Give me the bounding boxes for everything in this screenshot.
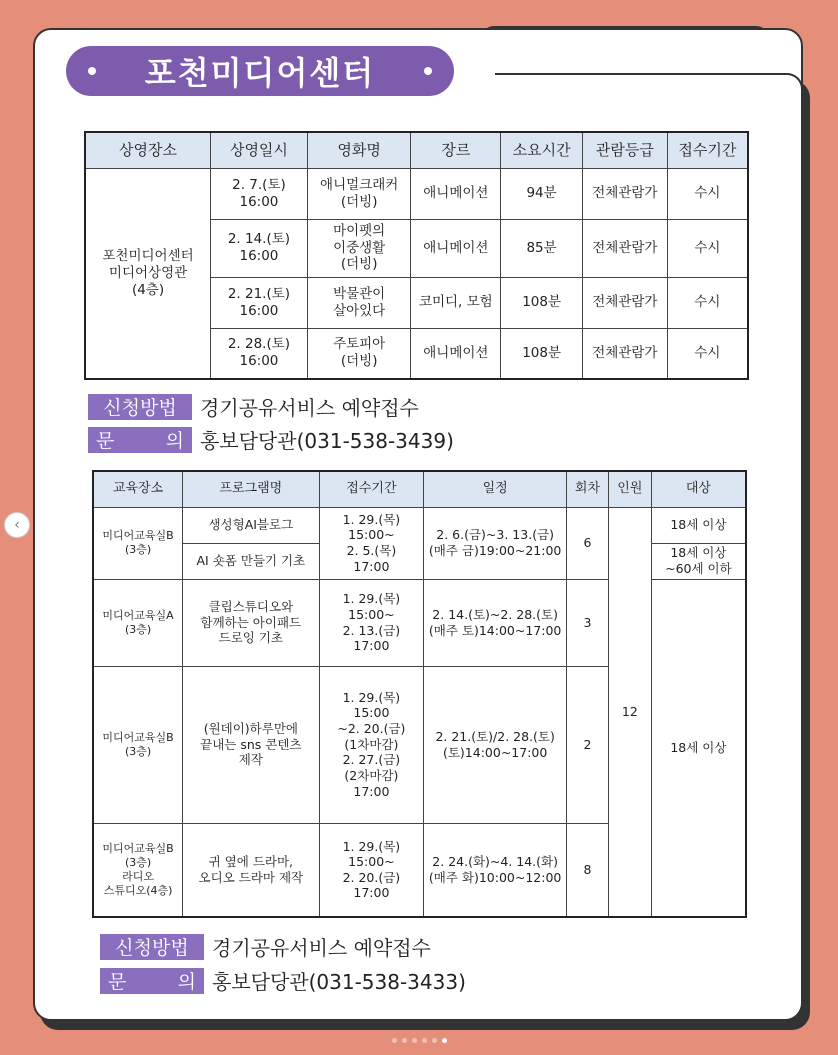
col-header: 접수기간	[667, 132, 748, 168]
apply-method-value: 경기공유서비스 예약접수	[212, 936, 431, 960]
contact-row	[88, 425, 454, 454]
movie-cell: 주토피아 (더빙)	[307, 328, 411, 379]
target-cell: 18세 이상	[651, 579, 746, 917]
place-cell: 미디어교육실B (3층)	[93, 666, 183, 823]
movie-cell: 박물관이 살아있다	[307, 277, 411, 328]
program-cell: AI 숏폼 만들기 기초	[183, 543, 319, 579]
schedule-cell: 2. 6.(금)~3. 13.(금) (매주 금)19:00~21:00	[424, 507, 567, 579]
carousel-dot[interactable]	[432, 1038, 437, 1043]
apply-method-row	[100, 932, 431, 961]
contact-label: 문 의	[100, 968, 204, 994]
col-header: 상영일시	[211, 132, 308, 168]
apply-method-label: 신청방법	[88, 394, 192, 420]
sessions-cell: 3	[567, 579, 609, 666]
rating-cell: 전체관람가	[582, 328, 667, 379]
col-header: 일정	[424, 471, 567, 507]
table-row	[85, 168, 748, 219]
date-cell: 2. 28.(토) 16:00	[211, 328, 308, 379]
apply-method-row	[88, 392, 419, 421]
venue-cell: 포천미디어센터 미디어상영관 (4층)	[85, 168, 211, 379]
sessions-cell: 6	[567, 507, 609, 579]
col-header: 인원	[608, 471, 651, 507]
sessions-cell: 8	[567, 823, 609, 917]
rating-cell: 전체관람가	[582, 219, 667, 277]
bullet-dot	[424, 67, 432, 75]
period-cell: 수시	[667, 219, 748, 277]
table-header-row	[93, 471, 746, 507]
table-row	[93, 507, 746, 543]
carousel-prev-button[interactable]	[4, 512, 30, 538]
period-cell: 1. 29.(목) 15:00~ 2. 13.(금) 17:00	[319, 579, 424, 666]
date-cell: 2. 14.(토) 16:00	[211, 219, 308, 277]
card-tab-edge	[495, 73, 803, 103]
apply-method-value: 경기공유서비스 예약접수	[200, 396, 419, 420]
genre-cell: 코미디, 모험	[411, 277, 501, 328]
program-cell: (원데이)하루만에 끝내는 sns 콘텐츠 제작	[183, 666, 319, 823]
carousel-dot-active[interactable]	[442, 1038, 447, 1043]
duration-cell: 85분	[501, 219, 583, 277]
col-header: 접수기간	[319, 471, 424, 507]
col-header: 프로그램명	[183, 471, 319, 507]
program-cell: 클립스튜디오와 함께하는 아이패드 드로잉 기초	[183, 579, 319, 666]
col-header: 상영장소	[85, 132, 211, 168]
apply-method-label: 신청방법	[100, 934, 204, 960]
period-cell: 1. 29.(목) 15:00~ 2. 20.(금) 17:00	[319, 823, 424, 917]
schedule-cell: 2. 21.(토)/2. 28.(토) (토)14:00~17:00	[424, 666, 567, 823]
period-cell: 수시	[667, 168, 748, 219]
carousel-dot[interactable]	[392, 1038, 397, 1043]
page-title-pill	[66, 46, 454, 96]
chevron-left-icon: ‹	[14, 517, 20, 533]
col-header: 교육장소	[93, 471, 183, 507]
carousel-dot[interactable]	[402, 1038, 407, 1043]
genre-cell: 애니메이션	[411, 168, 501, 219]
duration-cell: 108분	[501, 328, 583, 379]
carousel-dot[interactable]	[412, 1038, 417, 1043]
col-header: 대상	[651, 471, 746, 507]
target-cell: 18세 이상	[651, 507, 746, 543]
genre-cell: 애니메이션	[411, 219, 501, 277]
program-cell: 귀 옆에 드라마, 오디오 드라마 제작	[183, 823, 319, 917]
capacity-cell: 12	[608, 507, 651, 917]
sessions-cell: 2	[567, 666, 609, 823]
movie-cell: 애니멀크래커 (더빙)	[307, 168, 411, 219]
col-header: 장르	[411, 132, 501, 168]
period-cell: 수시	[667, 328, 748, 379]
carousel-dot[interactable]	[422, 1038, 427, 1043]
genre-cell: 애니메이션	[411, 328, 501, 379]
contact-row	[100, 966, 466, 995]
schedule-cell: 2. 14.(토)~2. 28.(토) (매주 토)14:00~17:00	[424, 579, 567, 666]
duration-cell: 94분	[501, 168, 583, 219]
period-cell: 수시	[667, 277, 748, 328]
col-header: 소요시간	[501, 132, 583, 168]
contact-value: 홍보담당관(031-538-3439)	[200, 429, 454, 453]
period-cell: 1. 29.(목) 15:00 ~2. 20.(금) (1차마감) 2. 27.(금) (2차마감) 17:00	[319, 666, 424, 823]
carousel-indicator	[392, 1038, 447, 1043]
rating-cell: 전체관람가	[582, 277, 667, 328]
program-cell: 생성형AI블로그	[183, 507, 319, 543]
target-cell: 18세 이상 ~60세 이하	[651, 543, 746, 579]
table-header-row	[85, 132, 748, 168]
schedule-cell: 2. 24.(화)~4. 14.(화) (매주 화)10:00~12:00	[424, 823, 567, 917]
contact-value: 홍보담당관(031-538-3433)	[212, 970, 466, 994]
education-table	[92, 470, 747, 918]
place-cell: 미디어교육실B (3층)	[93, 507, 183, 579]
duration-cell: 108분	[501, 277, 583, 328]
period-cell: 1. 29.(목) 15:00~ 2. 5.(목) 17:00	[319, 507, 424, 579]
place-cell: 미디어교육실B (3층) 라디오 스튜디오(4층)	[93, 823, 183, 917]
date-cell: 2. 21.(토) 16:00	[211, 277, 308, 328]
date-cell: 2. 7.(토) 16:00	[211, 168, 308, 219]
page-title: 포천미디어센터	[144, 54, 376, 92]
contact-label: 문 의	[88, 427, 192, 453]
movie-cell: 마이펫의 이중생활 (더빙)	[307, 219, 411, 277]
col-header: 회차	[567, 471, 609, 507]
place-cell: 미디어교육실A (3층)	[93, 579, 183, 666]
screening-table	[84, 131, 749, 380]
rating-cell: 전체관람가	[582, 168, 667, 219]
col-header: 관람등급	[582, 132, 667, 168]
bullet-dot	[88, 67, 96, 75]
col-header: 영화명	[307, 132, 411, 168]
